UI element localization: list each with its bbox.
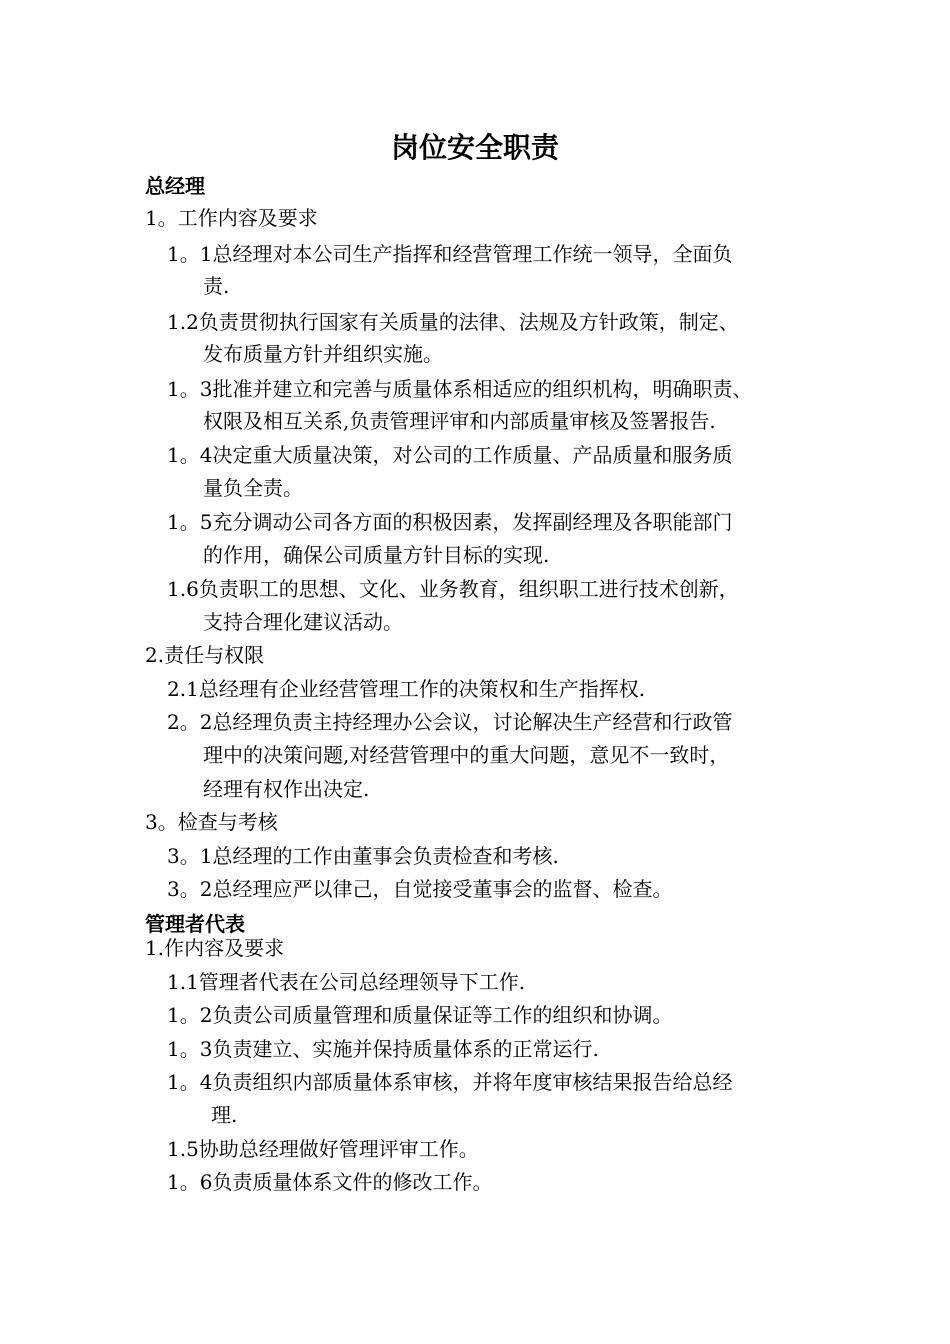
list-item-line: 2。2总经理负责主持经理办公会议，讨论解决生产经营和行政管 [167,710,733,734]
list-item-line: 发布质量方针并组织实施。 [203,342,443,366]
list-item-line: 1。3负责建立、实施并保持质量体系的正常运行. [167,1037,599,1061]
section-heading: 管理者代表 [145,912,245,936]
list-item-line: 3。2总经理应严以律己，自觉接受董事会的监督、检查。 [167,877,673,901]
list-item-line: 支持合理化建议活动。 [203,610,403,634]
group-label: 2.责任与权限 [145,643,265,667]
list-item-line: 2.1总经理有企业经营管理工作的决策权和生产指挥权. [167,677,646,701]
list-item-line: 3。1总经理的工作由董事会负责检查和考核. [167,844,559,868]
list-item-line: 1。1总经理对本公司生产指挥和经营管理工作统一领导，全面负 [167,242,733,266]
group-label: 1.作内容及要求 [145,936,285,960]
list-item-line: 责. [203,274,230,298]
section-heading: 总经理 [145,174,205,198]
list-item-line: 经理有权作出决定. [203,777,370,801]
list-item-line: 1。5充分调动公司各方面的积极因素，发挥副经理及各职能部门 [167,510,733,534]
list-item-line: 量负全责。 [203,476,303,500]
list-item-line: 理中的决策问题,对经营管理中的重大问题，意见不一致时， [203,743,730,767]
list-item-line: 权限及相互关系,负责管理评审和内部质量审核及签署报告. [203,409,716,433]
list-item-line: 1.2负责贯彻执行国家有关质量的法律、法规及方针政策，制定、 [167,310,739,334]
group-label: 1。工作内容及要求 [145,206,318,230]
list-item-line: 1.6负责职工的思想、文化、业务教育，组织职工进行技术创新， [167,577,739,601]
list-item-line: 1.5协助总经理做好管理评审工作。 [167,1137,479,1161]
list-item-line: 理. [211,1103,238,1127]
group-label: 3。检查与考核 [145,810,278,834]
list-item-line: 1。4决定重大质量决策，对公司的工作质量、产品质量和服务质 [167,443,733,467]
list-item-line: 1。3批准并建立和完善与质量体系相适应的组织机构，明确职责、 [167,377,753,401]
list-item-line: 1。2负责公司质量管理和质量保证等工作的组织和协调。 [167,1003,673,1027]
document-title: 岗位安全职责 [390,131,559,164]
list-item-line: 1。4负责组织内部质量体系审核，并将年度审核结果报告给总经 [167,1070,733,1094]
list-item-line: 的作用，确保公司质量方针目标的实现. [203,543,550,567]
list-item-line: 1。6负责质量体系文件的修改工作。 [167,1170,493,1194]
list-item-line: 1.1管理者代表在公司总经理领导下工作. [167,970,526,994]
